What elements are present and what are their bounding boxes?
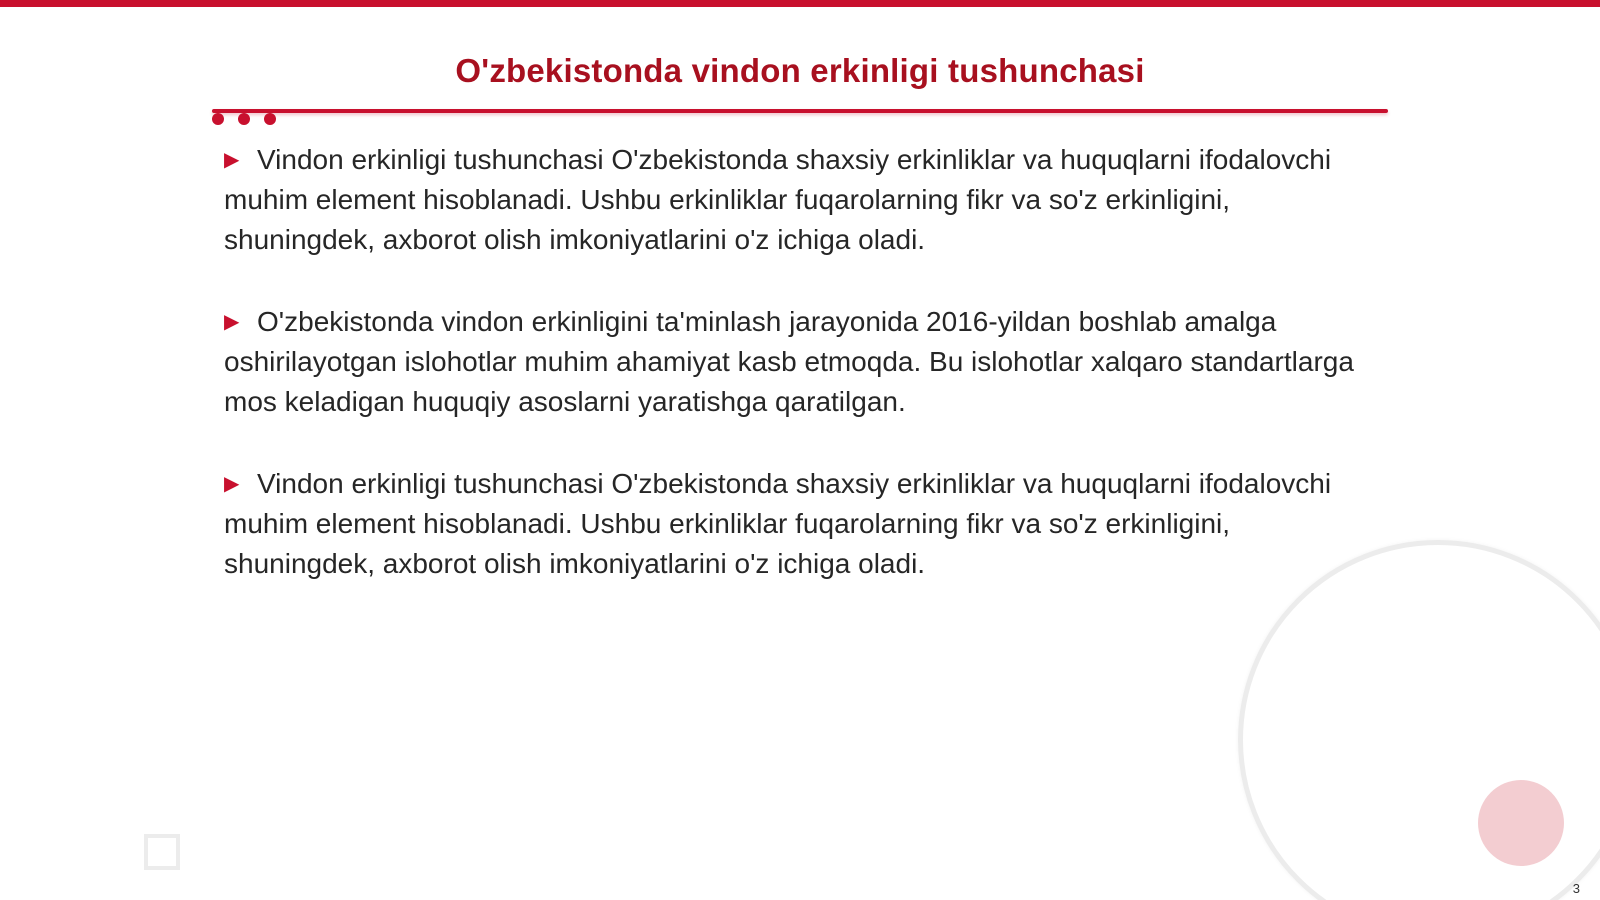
decorative-dot bbox=[264, 113, 276, 125]
bullet-item bbox=[224, 464, 1384, 584]
bullet-list bbox=[224, 140, 1384, 626]
bullet-text: Vindon erkinligi tushunchasi O'zbekistonda shaxsiy erkinliklar va huquqlarni ifodalovchi muhim element hisoblanadi. Ushbu erkinliklar fuqarolarning fikr va so'z erkinligini, shuningdek, axborot olish imkoniyatlarini o'z ichiga oladi. bbox=[224, 468, 1332, 579]
page-number: 3 bbox=[1572, 881, 1580, 896]
triangle-bullet-icon: ▶ bbox=[224, 473, 240, 495]
bullet-item bbox=[224, 302, 1384, 422]
slide-title: O'zbekistonda vindon erkinligi tushunchasi bbox=[455, 52, 1145, 89]
decorative-dot bbox=[238, 113, 250, 125]
bullet-text: O'zbekistonda vindon erkinligini ta'minlash jarayonida 2016-yildan boshlab amalga oshirilayotgan islohotlar muhim ahamiyat kasb etmoqda. Bu islohotlar xalqaro standartlarga mos keladigan huquqiy asoslarni yaratishga qaratilgan. bbox=[224, 306, 1354, 417]
triangle-bullet-icon: ▶ bbox=[224, 149, 240, 171]
bullet-text: Vindon erkinligi tushunchasi O'zbekistonda shaxsiy erkinliklar va huquqlarni ifodalovchi muhim element hisoblanadi. Ushbu erkinliklar fuqarolarning fikr va so'z erkinligini, shuningdek, axborot olish imkoniyatlarini o'z ichiga oladi. bbox=[224, 144, 1332, 255]
bullet-item bbox=[224, 140, 1384, 260]
title-underline bbox=[212, 109, 1388, 113]
decorative-square-outline bbox=[144, 834, 180, 870]
decorative-dot bbox=[212, 113, 224, 125]
top-accent-bar bbox=[0, 0, 1600, 7]
decorative-pink-circle bbox=[1478, 780, 1564, 866]
triangle-bullet-icon: ▶ bbox=[224, 311, 240, 333]
